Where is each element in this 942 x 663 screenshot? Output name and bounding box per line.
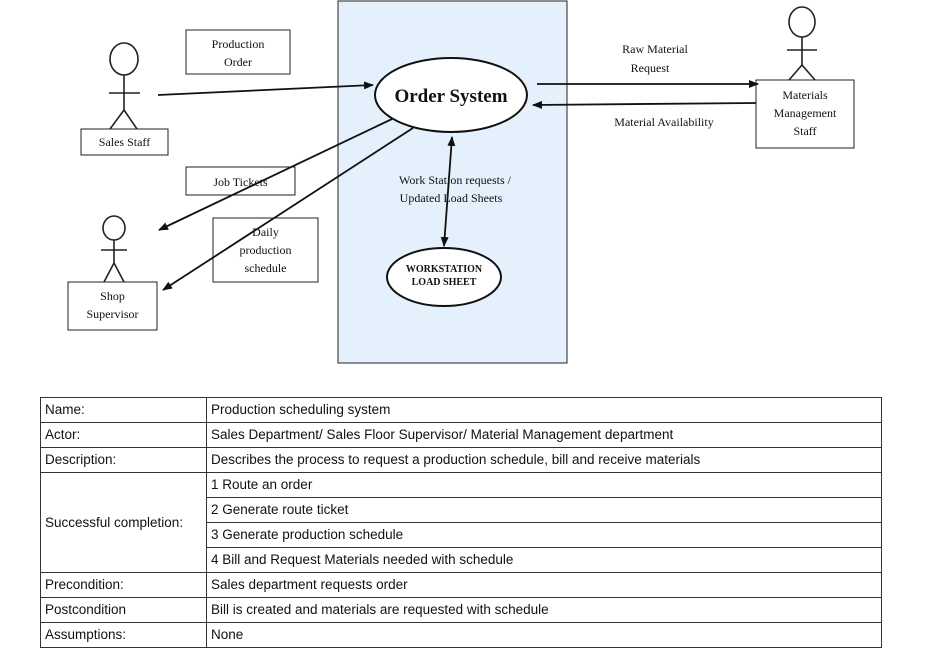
shop-supervisor-label-2: Supervisor [86,307,139,321]
job-tickets-label: Job Tickets [213,175,268,189]
step-1: 1 Route an order [207,473,882,498]
postcondition-value: Bill is created and materials are requested with schedule [207,598,882,623]
daily-schedule-label-3: schedule [244,261,287,275]
order-system-label: Order System [394,86,508,107]
raw-material-request-label-1: Raw Material [622,42,688,56]
description-label: Description: [41,448,207,473]
table-row [41,623,882,648]
workstation-load-sheet-label-2: LOAD SHEET [411,277,477,288]
workstation-requests-label-2: Updated Load Sheets [399,191,503,205]
precondition-label: Precondition: [41,573,207,598]
production-order-label-1: Production [211,37,265,51]
postcondition-label: Postcondition [41,598,207,623]
materials-staff-label-1: Materials [782,88,828,102]
actor-label: Actor: [41,423,207,448]
material-availability-label: Material Availability [614,115,714,129]
materials-staff-actor-icon [787,7,817,80]
step-4: 4 Bill and Request Materials needed with schedule [207,548,882,573]
table-row [41,473,882,498]
table-row [41,573,882,598]
name-label: Name: [41,398,207,423]
materials-staff-label-2: Management [773,106,837,120]
assumptions-label: Assumptions: [41,623,207,648]
use-case-table [40,397,882,648]
shop-supervisor-label-1: Shop [100,289,125,303]
description-value: Describes the process to request a production schedule, bill and receive materials [207,448,882,473]
daily-schedule-label-2: production [239,243,292,257]
table-row [41,448,882,473]
daily-schedule-label-1: Daily [252,225,279,239]
shop-supervisor-actor-icon [101,216,127,282]
table-row [41,423,882,448]
sales-staff-actor-icon [109,43,140,129]
materials-staff-label-3: Staff [793,124,817,138]
workstation-requests-label-1: Work Station requests / [398,173,512,187]
step-2: 2 Generate route ticket [207,498,882,523]
raw-material-request-label-2: Request [630,61,670,75]
assumptions-value: None [207,623,882,648]
precondition-value: Sales department requests order [207,573,882,598]
name-value: Production scheduling system [207,398,882,423]
actor-value: Sales Department/ Sales Floor Supervisor/ Material Management department [207,423,882,448]
workstation-load-sheet-label-1: WORKSTATION [405,264,483,275]
successful-completion-label: Successful completion: [41,473,207,573]
table-row [41,598,882,623]
step-3: 3 Generate production schedule [207,523,882,548]
production-order-label-2: Order [224,55,252,69]
table-row [41,398,882,423]
sales-staff-label: Sales Staff [98,135,151,149]
